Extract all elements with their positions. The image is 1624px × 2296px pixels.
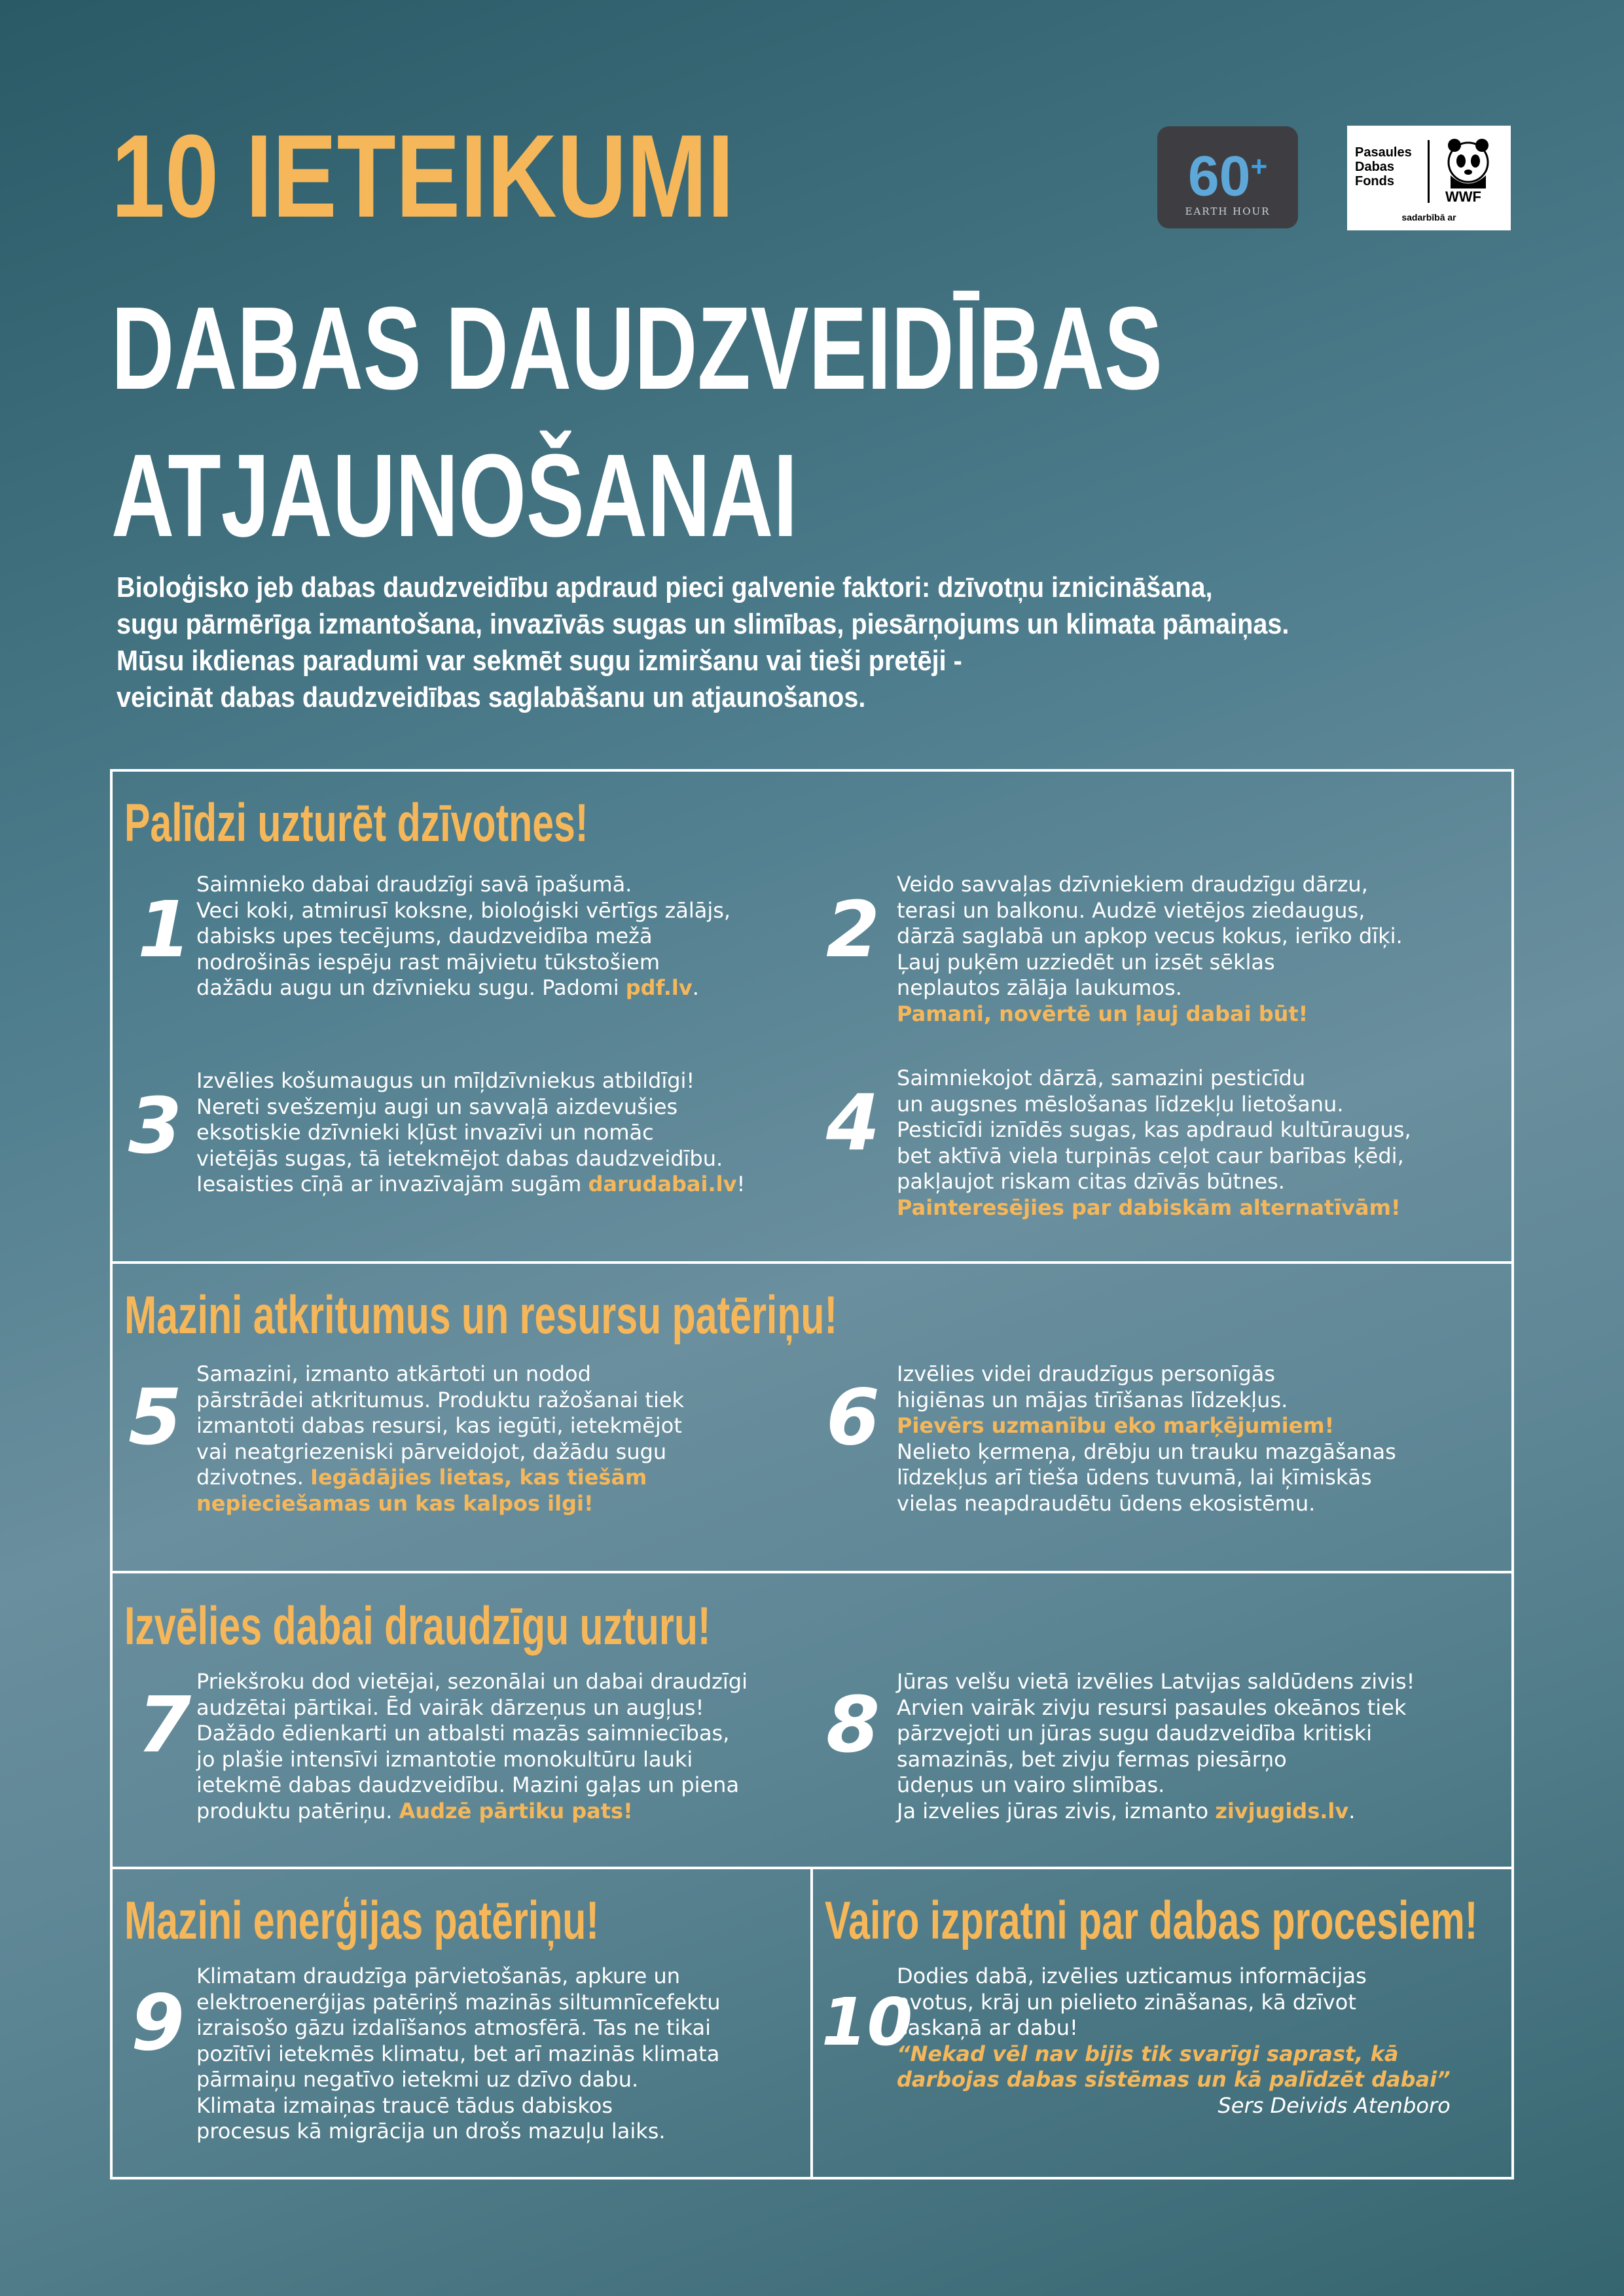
wwf-org-name: Pasaules Dabas Fonds	[1355, 145, 1412, 188]
link-pdf[interactable]: pdf.lv	[625, 975, 693, 1000]
tip-number: 7	[137, 1679, 192, 1770]
column-divider	[810, 1867, 813, 2179]
tip-7-text: Priekšroku dod vietējai, sezonālai un dabai draudzīgi audzētai pārtikai. Ēd vairāk dārzeņus un augļus! Dažādo ēdienkarti un atbalsti mazās saimniecības, jo plašie intensīvi izmantotie monokultūru lauki ietekmē dabas daudzveidību. Mazini gaļas un piena produktu patēriņu. Audzē pārtiku pats!	[196, 1669, 748, 1823]
title-text-3: ATJAUNOŠANAI	[111, 430, 798, 562]
section-title-diet: Izvēlies dabai draudzīgu uzturu!	[124, 1596, 711, 1656]
section-divider	[110, 1571, 1514, 1573]
tip-5-text: Samazini, izmanto atkārtoti un nodod pārstrādei atkritumus. Produktu ražošanai tiek izmantoti dabas resursi, kas iegūti, ietekmējot vai neatgriezeniski pārveidojot, dažādu sugu dzivotnes. Iegādājies lietas, kas tiešām nepieciešamas un kas kalpos ilgi!	[196, 1361, 685, 1516]
quote-author: Sers Deivids Atenboro	[1218, 2092, 1451, 2118]
wwf-brand: WWF	[1445, 188, 1481, 205]
section-title-energy: Mazini enerģijas patēriņu!	[124, 1891, 600, 1950]
section-title-habitats: Palīdzi uzturēt dzīvotnes!	[124, 793, 588, 853]
intro-line: sugu pārmērīga izmantošana, invazīvās sugas un slimības, piesārņojums un klimata pāmaiņas.	[117, 608, 1290, 640]
panda-icon	[1445, 136, 1491, 188]
intro-line: veicināt dabas daudzveidības saglabāšanu un atjaunošanos.	[117, 681, 866, 713]
tip-number: 6	[826, 1372, 880, 1462]
title-line-1: 10 IETEIKUMI	[111, 111, 734, 242]
tip-number: 2	[826, 884, 880, 975]
tip-8-text: Jūras velšu vietā izvēlies Latvijas saldūdens zivis! Arvien vairāk zivju resursi pasaules okeānos tiek pārzvejoti un jūras sugu daudzveidība kritiski samazinās, bet zivju fermas piesārņo ūdeņus un vairo slimības. Ja izvelies jūras zivis, izmanto zivjugids.lv.	[897, 1669, 1415, 1823]
tip-number: 3	[128, 1081, 183, 1171]
tip-3-text: Izvēlies košumaugus un mīļdzīvniekus atbildīgi! Nereti svešzemju augi un savvaļā aizdevušies eksotiskie dzīvnieki kļūst invazīvi un nomāc vietējās sugas, tā ietekmējot dabas daudzveidību. Iesaisties cīņā ar invazīvajām sugām darudabai.lv!	[196, 1068, 746, 1196]
tip-10-text: Dodies dabā, izvēlies uzticamus informācijas avotus, krāj un pielieto zināšanas, kā dzīvot saskaņā ar dabu! “Nekad vēl nav bijis tik svarīgi saprast, kā darbojas dabas sistēmas un kā palīdzēt dabai” Sers Deivids Atenboro	[897, 1964, 1451, 2118]
wwf-logo	[1347, 126, 1511, 230]
wwf-caption: sadarbībā ar	[1401, 212, 1456, 223]
tip-number: 4	[826, 1077, 880, 1168]
tip-4-text: Saimniekojot dārzā, samazini pesticīdu un augsnes mēslošanas līdzekļu lietošanu. Pesticīdi iznīdēs sugas, kas apdraud kultūraugus, bet aktīvā viela turpinās ceļot caur barības ķēdi, pakļaujot riskam citas dzīvās būtnes. Painteresējies par dabiskām alternatīvām!	[897, 1066, 1411, 1220]
earth-hour-number: 60+	[1187, 145, 1268, 208]
tip-9-text: Klimatam draudzīga pārvietošanās, apkure un elektroenerģijas patēriņš mazinās siltumnīcefektu izraisošo gāzu izdalīšanos atmosfērā. Tas ne tikai pozītīvi ietekmēs klimatu, bet arī mazinās klimata pārmaiņu negatīvo ietekmi uz dzīvo dabu. Klimata izmaiņas traucē tādus dabiskos procesus kā migrācija un drošs mazuļu laiks.	[196, 1964, 721, 2144]
section-divider	[110, 1261, 1514, 1264]
earth-hour-logo	[1157, 126, 1298, 228]
tip-number: 9	[131, 1977, 185, 2068]
section-title-waste: Mazini atkritumus un resursu patēriņu!	[124, 1285, 838, 1345]
intro-line: Mūsu ikdienas paradumi var sekmēt sugu izmiršanu vai tieši pretēji -	[117, 645, 962, 677]
tip-6-text: Izvēlies videi draudzīgus personīgās higiēnas un mājas tīrīšanas līdzekļus. Pievērs uzmanību eko marķējumiem! Nelieto ķermeņa, drēbju un trauku mazgāšanas līdzekļus arī tieša ūdens tuvumā, lai ķīmiskās vielas neapdraudētu ūdens ekosistēmu.	[897, 1361, 1396, 1516]
tip-number: 1	[137, 884, 192, 975]
tip-number: 5	[128, 1372, 183, 1462]
earth-hour-caption: EARTH HOUR	[1185, 206, 1271, 218]
tip-number: 8	[826, 1679, 880, 1770]
link-darudabai[interactable]: darudabai.lv	[588, 1172, 737, 1196]
section-title-awareness: Vairo izpratni par dabas procesiem!	[825, 1891, 1478, 1950]
tip-2-text: Veido savvaļas dzīvniekiem draudzīgu dārzu, terasi un balkonu. Audzē vietējos ziedaugus, dārzā saglabā un apkop vecus kokus, ierīko dīķi. Ļauj puķēm uzziedēt un izsēt sēklas neplautos zālāja laukumos. Pamani, novērtē un ļauj dabai būt!	[897, 872, 1403, 1026]
title-line-2	[111, 275, 1163, 569]
wwf-divider	[1428, 140, 1430, 203]
tip-number: 10	[821, 1984, 913, 2060]
link-zivjugids[interactable]: zivjugids.lv	[1215, 1798, 1349, 1823]
intro-line: Bioloģisko jeb dabas daudzveidību apdraud pieci galvenie faktori: dzīvotņu iznicināšana,	[117, 571, 1213, 603]
tip-1-text: Saimnieko dabai draudzīgi savā īpašumā. Veci koki, atmirusī koksne, bioloģiski vērtīgs zālājs, dabisks upes tecējums, daudzveidība mežā nodrošinās iespēju rast mājvietu tūkstošiem dažādu augu un dzīvnieku sugu. Padomi pdf.lv.	[196, 872, 731, 1000]
title-text-2: DABAS DAUDZVEIDĪBAS	[111, 283, 1163, 414]
intro-text	[117, 569, 1524, 716]
